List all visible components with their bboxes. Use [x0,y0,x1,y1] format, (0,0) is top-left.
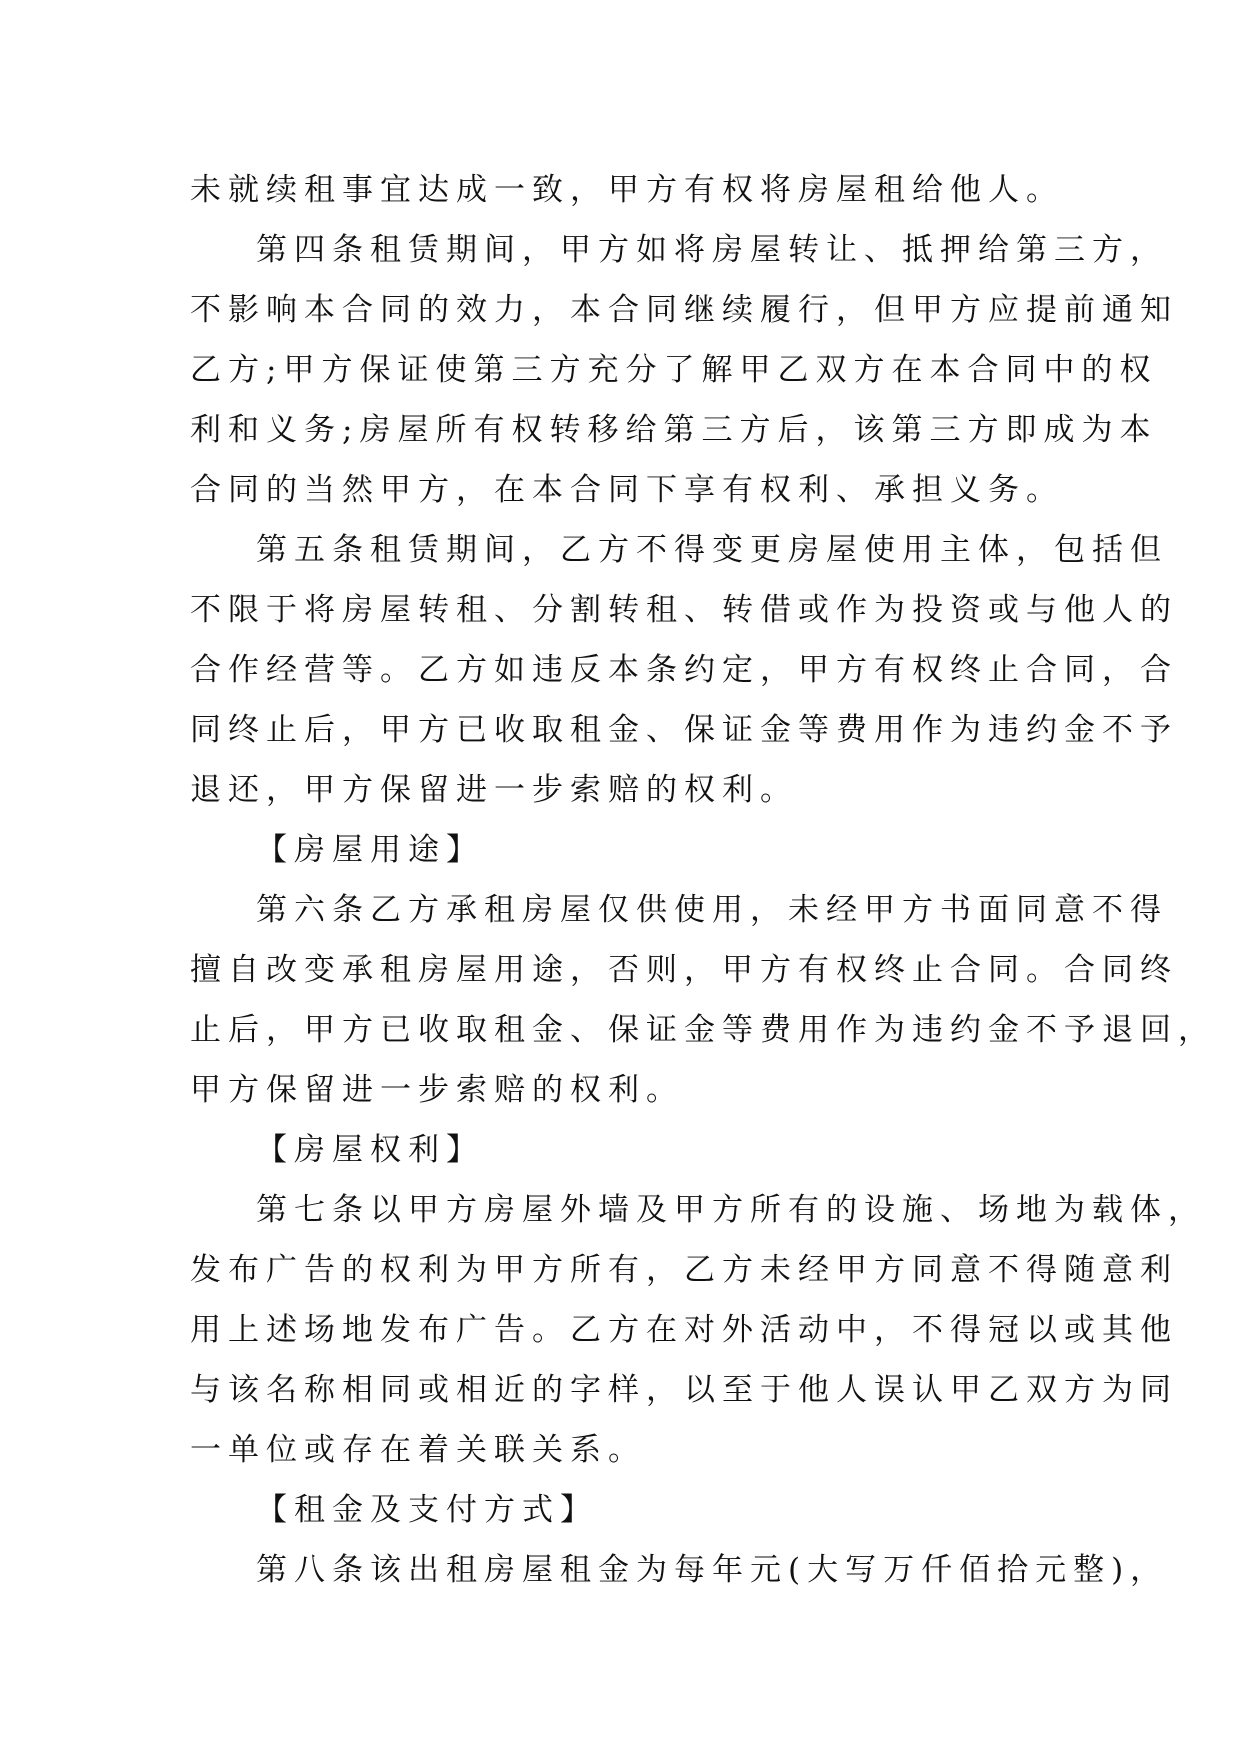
clause-4-start: 第四条租赁期间，甲方如将房屋转让、抵押给第三方， [256,232,1168,268]
text-line: 乙方;甲方保证使第三方充分了解甲乙双方在本合同中的权 [190,352,1158,388]
document-body [190,160,1216,1600]
section-heading-usage: 【房屋用途】 [256,832,484,868]
text-line: 不影响本合同的效力，本合同继续履行，但甲方应提前通知 [190,292,1178,328]
clause-5-start: 第五条租赁期间，乙方不得变更房屋使用主体，包括但 [256,532,1168,568]
clause-7-start: 第七条以甲方房屋外墙及甲方所有的设施、场地为载体， [256,1192,1206,1228]
section-heading-rent: 【租金及支付方式】 [256,1492,598,1528]
text-line: 用上述场地发布广告。乙方在对外活动中，不得冠以或其他 [190,1312,1178,1348]
text-line: 退还，甲方保留进一步索赔的权利。 [190,772,798,808]
text-line: 与该名称相同或相近的字样，以至于他人误认甲乙双方为同 [190,1372,1178,1408]
text-line: 甲方保留进一步索赔的权利。 [190,1072,684,1108]
text-line: 擅自改变承租房屋用途，否则，甲方有权终止合同。合同终 [190,952,1178,988]
text-line: 止后，甲方已收取租金、保证金等费用作为违约金不予退回， [190,1012,1216,1048]
text-line: 一单位或存在着关联关系。 [190,1432,646,1468]
text-line: 利和义务;房屋所有权转移给第三方后，该第三方即成为本 [190,412,1158,448]
text-line: 未就续租事宜达成一致，甲方有权将房屋租给他人。 [190,172,1064,208]
clause-8-start: 第八条该出租房屋租金为每年元(大写万仟佰拾元整)， [256,1552,1169,1588]
text-line: 发布广告的权利为甲方所有，乙方未经甲方同意不得随意利 [190,1252,1178,1288]
section-heading-rights: 【房屋权利】 [256,1132,484,1168]
text-line: 不限于将房屋转租、分割转租、转借或作为投资或与他人的 [190,592,1178,628]
clause-6-start: 第六条乙方承租房屋仅供使用，未经甲方书面同意不得 [256,892,1168,928]
text-line: 合作经营等。乙方如违反本条约定，甲方有权终止合同，合 [190,652,1178,688]
text-line: 合同的当然甲方，在本合同下享有权利、承担义务。 [190,472,1064,508]
text-line: 同终止后，甲方已收取租金、保证金等费用作为违约金不予 [190,712,1178,748]
